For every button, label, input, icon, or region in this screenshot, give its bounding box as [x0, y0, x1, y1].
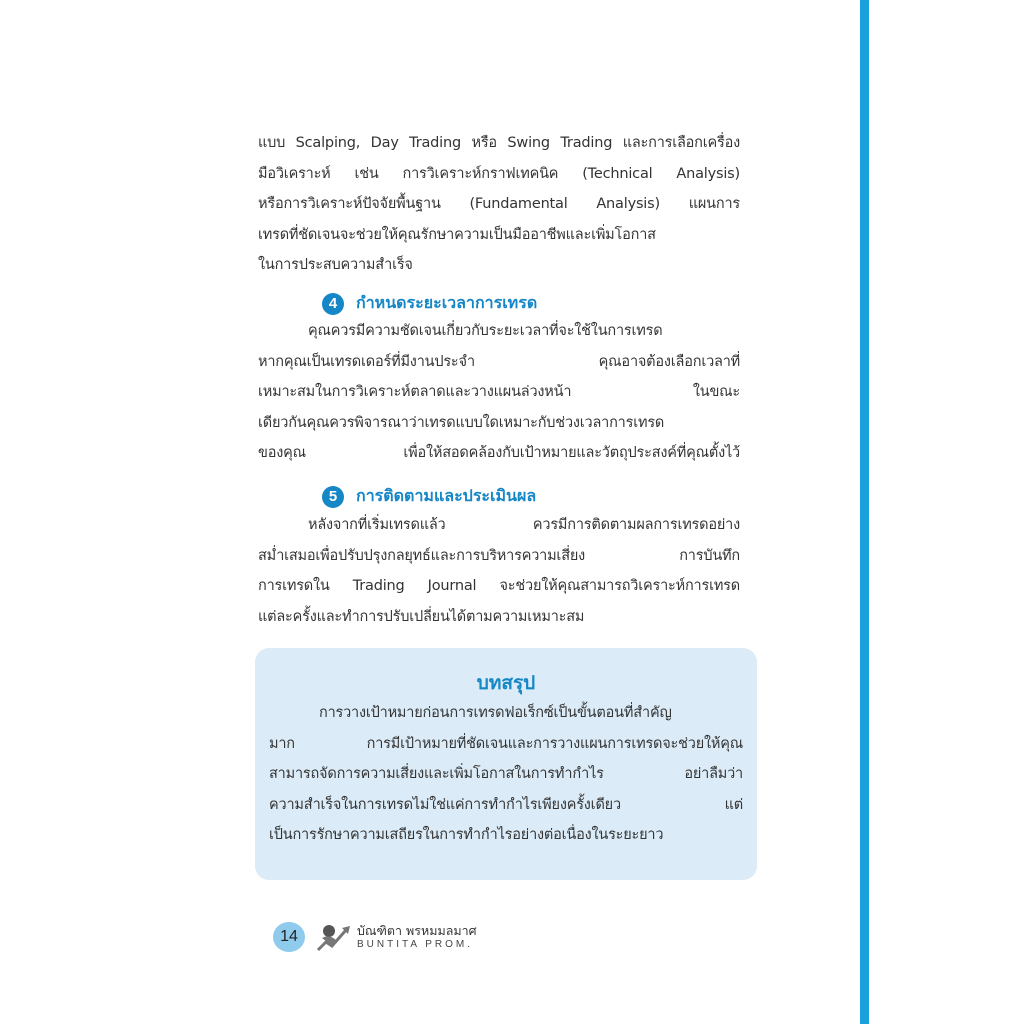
section-5-heading	[322, 484, 536, 509]
text-line: เดียวกันคุณควรพิจารณาว่าเทรดแบบใดเหมาะกับช่วงเวลาการเทรด	[258, 414, 665, 431]
text-line: มาก การมีเป้าหมายที่ชัดเจนและการวางแผนการเทรดจะช่วยให้คุณ	[269, 735, 743, 752]
text-line: การเทรดใน Trading Journal จะช่วยให้คุณสามารถวิเคราะห์การเทรด	[258, 578, 740, 594]
text-line: ของคุณ เพื่อให้สอดคล้องกับเป้าหมายและวัตถุประสงค์ที่คุณตั้งไว้	[258, 445, 740, 461]
summary-title: บทสรุป	[476, 672, 536, 694]
section-title: การติดตามและประเมินผล	[356, 486, 537, 505]
author-logo-icon	[316, 922, 352, 952]
number-badge: 4	[322, 293, 344, 315]
section-5-paragraph	[258, 510, 740, 632]
text-line: การวางเป้าหมายก่อนการเทรดฟอเร็กซ์เป็นขั้นตอนที่สำคัญ	[319, 705, 672, 721]
intro-paragraph	[258, 128, 740, 281]
summary-box	[255, 648, 757, 880]
author-name-thai: บัณฑิตา พรหมมลมาศ	[357, 923, 477, 938]
author-name-english: BUNTITA PROM.	[357, 939, 474, 950]
text-line: หากคุณเป็นเทรดเดอร์ที่มีงานประจำ คุณอาจต้องเลือกเวลาที่	[258, 353, 740, 370]
section-4-heading	[322, 291, 537, 316]
text-line: แต่ละครั้งและทำการปรับเปลี่ยนได้ตามความเหมาะสม	[258, 608, 585, 625]
text-line: ความสำเร็จในการเทรดไม่ใช่แค่การทำกำไรเพียงครั้งเดียว แต่	[269, 796, 743, 813]
text-line: มือวิเคราะห์ เช่น การวิเคราะห์กราฟเทคนิค (Technical Analysis)	[258, 165, 740, 182]
text-line: เหมาะสมในการวิเคราะห์ตลาดและวางแผนล่วงหน้า ในขณะ	[258, 384, 740, 400]
section-title: กำหนดระยะเวลาการเทรด	[356, 293, 538, 312]
text-line: แบบ Scalping, Day Trading หรือ Swing Trading และการเลือกเครื่อง	[258, 135, 740, 151]
text-line: เทรดที่ชัดเจนจะช่วยให้คุณรักษาความเป็นมืออาชีพและเพิ่มโอกาส	[258, 226, 656, 243]
page-edge-bar	[860, 0, 869, 1024]
section-4-paragraph	[258, 316, 740, 469]
text-line: หลังจากที่เริ่มเทรดแล้ว ควรมีการติดตามผลการเทรดอย่าง	[308, 517, 740, 533]
text-line: สามารถจัดการความเสี่ยงและเพิ่มโอกาสในการทำกำไร อย่าลืมว่า	[269, 766, 743, 782]
text-line: หรือการวิเคราะห์ปัจจัยพื้นฐาน (Fundamental Analysis) แผนการ	[258, 196, 740, 212]
text-line: เป็นการรักษาความเสถียรในการทำกำไรอย่างต่อเนื่องในระยะยาว	[269, 827, 664, 843]
text-line: ในการประสบความสำเร็จ	[258, 257, 413, 273]
number-badge: 5	[322, 486, 344, 508]
page-number: 14	[273, 922, 305, 952]
summary-paragraph	[269, 698, 743, 851]
text-line: คุณควรมีความชัดเจนเกี่ยวกับระยะเวลาที่จะใช้ในการเทรด	[308, 323, 663, 339]
text-line: สม่ำเสมอเพื่อปรับปรุงกลยุทธ์และการบริหารความเสี่ยง การบันทึก	[258, 547, 740, 564]
